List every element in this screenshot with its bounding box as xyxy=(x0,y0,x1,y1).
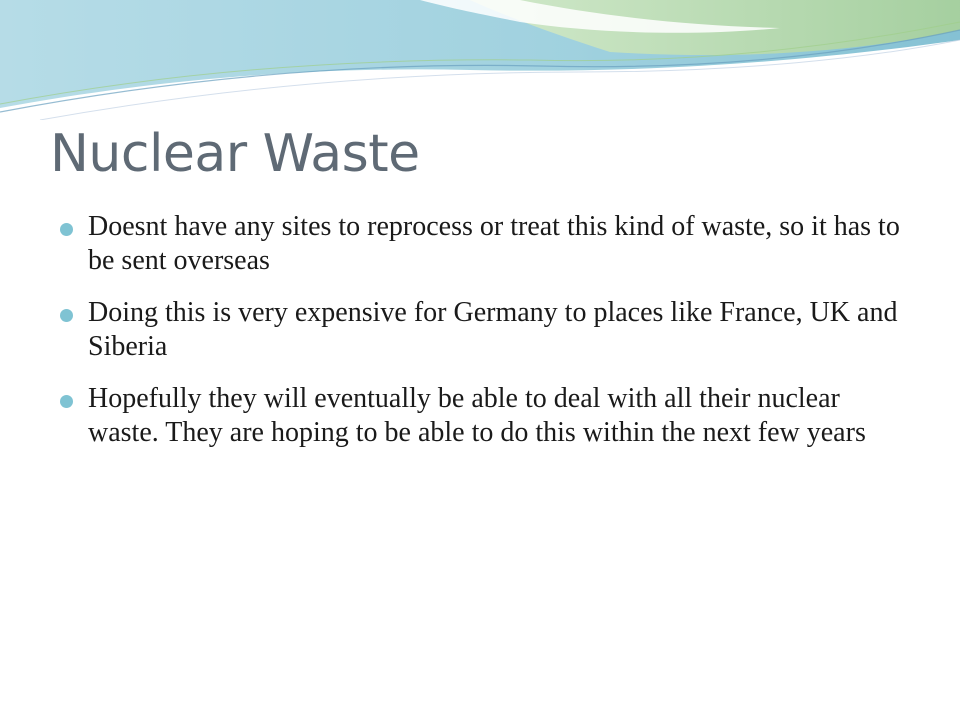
bullet-dot-icon xyxy=(60,223,73,236)
bullet-item xyxy=(60,296,900,364)
bullet-dot-icon xyxy=(60,309,73,322)
bullet-list xyxy=(60,210,900,468)
slide-title: Nuclear Waste xyxy=(50,124,420,184)
bullet-text: Hopefully they will eventually be able to deal with all their nuclear waste. They are hoping to be able to do this within the next few years xyxy=(88,383,866,448)
bullet-text: Doesnt have any sites to reprocess or treat this kind of waste, so it has to be sent overseas xyxy=(88,211,900,276)
bullet-text: Doing this is very expensive for Germany to places like France, UK and Siberia xyxy=(88,297,898,362)
bullet-dot-icon xyxy=(60,395,73,408)
bullet-item xyxy=(60,382,900,450)
wave-header-decoration xyxy=(0,0,960,120)
bullet-item xyxy=(60,210,900,278)
